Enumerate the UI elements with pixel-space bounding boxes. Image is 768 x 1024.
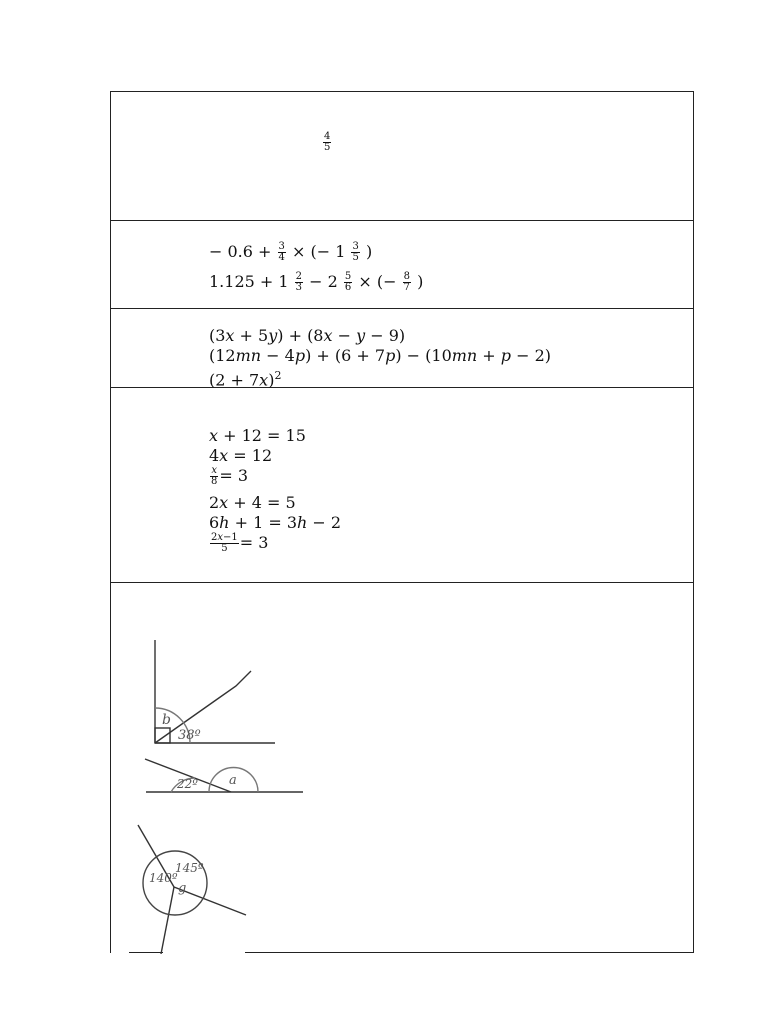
den: 4 xyxy=(278,252,285,263)
worksheet-table xyxy=(110,91,694,953)
expr-part: × (− xyxy=(358,272,397,291)
den: 7 xyxy=(403,282,410,293)
den: 5 xyxy=(352,252,359,263)
label-140: 140º xyxy=(149,871,178,885)
algebra-line-2: (12𝑚𝑛 − 4𝑝) + (6 + 7𝑝) − (10𝑚𝑛 + 𝑝 − 2) xyxy=(209,346,552,365)
den: 8 xyxy=(211,476,218,487)
row-algebra xyxy=(111,308,693,388)
border-gap-middle xyxy=(163,950,245,956)
den: 6 xyxy=(344,282,352,293)
algebra-line-1: (3𝑥 + 5𝑦) + (8𝑥 − 𝑦 − 9) xyxy=(209,326,406,345)
label-b: b xyxy=(162,712,171,728)
row-arithmetic xyxy=(111,220,693,309)
equation-4: 2𝑥 + 4 = 5 xyxy=(209,493,296,512)
label-g: g xyxy=(178,881,187,896)
expr-part: − 0.6 + xyxy=(209,242,277,261)
row-equations xyxy=(111,387,693,583)
fraction xyxy=(210,533,239,554)
exponent: 2 xyxy=(274,369,282,382)
fraction xyxy=(210,466,218,487)
arithmetic-line-2 xyxy=(209,272,423,293)
equation-2: 4𝑥 = 12 xyxy=(209,446,273,465)
expr-part: ) xyxy=(417,272,424,291)
equation-5: 6ℎ + 1 = 3ℎ − 2 xyxy=(209,513,342,532)
den: 3 xyxy=(295,282,303,293)
arithmetic-line-1 xyxy=(209,242,372,263)
expr-part: × (− 1 xyxy=(291,242,346,261)
num: 𝑥 xyxy=(211,465,217,476)
num: 2 xyxy=(295,271,303,282)
figure-right-angle xyxy=(155,640,275,743)
fraction-denominator: 5 xyxy=(324,142,331,153)
equation-6 xyxy=(209,533,268,554)
den: 5 xyxy=(221,543,228,554)
fraction xyxy=(278,242,286,263)
label-a: a xyxy=(229,773,237,788)
angle-figures xyxy=(111,582,695,954)
expr-part: = 3 xyxy=(239,533,269,552)
figure-straight-line xyxy=(145,759,303,792)
equation-3 xyxy=(209,466,248,487)
fraction xyxy=(403,272,411,293)
ray-down xyxy=(161,887,174,954)
fraction xyxy=(295,272,303,293)
row-angles xyxy=(111,582,693,954)
num: 5 xyxy=(344,271,352,282)
figure-around-point xyxy=(138,825,246,954)
expr-part: 1.125 + 1 xyxy=(209,272,289,291)
label-22: 22º xyxy=(177,777,198,791)
fraction-numerator: 4 xyxy=(324,131,331,142)
equation-1: 𝑥 + 12 = 15 xyxy=(209,426,306,445)
fraction xyxy=(344,272,352,293)
expr-part: − 2 xyxy=(309,272,338,291)
num: 2𝑥−1 xyxy=(211,532,238,543)
num: 3 xyxy=(352,241,359,252)
fraction-four-fifths xyxy=(323,132,331,153)
label-38: 38º xyxy=(178,728,201,743)
label-145: 145º xyxy=(175,861,204,875)
expr-part: ) xyxy=(365,242,373,261)
fraction xyxy=(351,242,359,263)
border-gap-left xyxy=(111,950,129,956)
num: 8 xyxy=(403,271,410,282)
expr-base: (2 + 7𝑥) xyxy=(209,370,275,390)
row-fraction xyxy=(111,92,693,221)
num: 3 xyxy=(278,241,285,252)
expr-part: = 3 xyxy=(219,466,249,485)
